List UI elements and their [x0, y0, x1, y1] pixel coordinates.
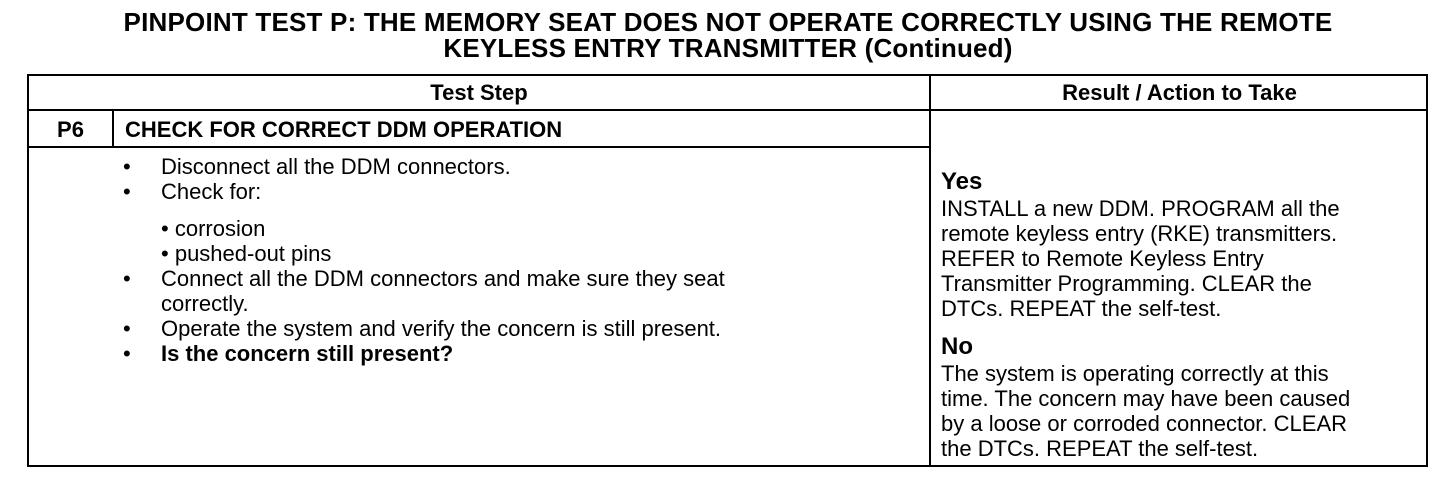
- result-no-line: by a loose or corroded connector. CLEAR: [941, 411, 1348, 436]
- sub-item-text: pushed-out pins: [174, 241, 332, 266]
- column-divider: [929, 76, 931, 465]
- list-item: [121, 179, 921, 204]
- sub-bullet-icon: •: [161, 216, 169, 241]
- sub-bullet-icon: •: [161, 241, 169, 266]
- test-step-list: [121, 154, 921, 366]
- list-item: [121, 341, 921, 366]
- header-result-action: Result / Action to Take: [1062, 80, 1297, 105]
- step-question: Is the concern still present?: [161, 341, 454, 366]
- step-text: Check for:: [161, 179, 262, 204]
- sub-list-item: [161, 241, 921, 266]
- result-action-cell: [941, 168, 1421, 461]
- bullet-icon: •: [123, 266, 131, 291]
- bullet-icon: •: [123, 316, 131, 341]
- pinpoint-test-table: [27, 74, 1428, 467]
- bullet-icon: •: [123, 341, 131, 366]
- step-title: CHECK FOR CORRECT DDM OPERATION: [125, 117, 563, 142]
- result-spacer: [941, 321, 1421, 333]
- list-item: [121, 316, 921, 341]
- list-item: [121, 154, 921, 179]
- step-id: P6: [29, 111, 114, 146]
- result-no-label: No: [941, 333, 973, 360]
- step-text-line-2: correctly.: [161, 291, 249, 316]
- header-test-step: Test Step: [430, 80, 528, 105]
- check-for-sub-list: [121, 216, 921, 266]
- result-no-line: The system is operating correctly at this: [941, 361, 1329, 386]
- bullet-icon: •: [123, 179, 131, 204]
- page-title-line-2: KEYLESS ENTRY TRANSMITTER (Continued): [443, 33, 1013, 63]
- result-yes-line: DTCs. REPEAT the self-test.: [941, 296, 1222, 321]
- result-yes-line: Transmitter Programming. CLEAR the: [941, 271, 1312, 296]
- result-no-line: time. The concern may have been caused: [941, 386, 1351, 411]
- bullet-icon: •: [123, 154, 131, 179]
- sub-item-text: corrosion: [174, 216, 266, 241]
- step-text-line-1: Connect all the DDM connectors and make sure they seat: [161, 266, 725, 291]
- step-text: Disconnect all the DDM connectors.: [161, 154, 511, 179]
- result-yes-line: INSTALL a new DDM. PROGRAM all the: [941, 196, 1340, 221]
- step-title-row: [29, 111, 929, 148]
- page-title-line-1: PINPOINT TEST P: THE MEMORY SEAT DOES NOT OPERATE CORRECTLY USING THE REMOTE: [123, 7, 1333, 37]
- list-item: [121, 266, 921, 316]
- page-title: [0, 9, 1456, 61]
- sub-list-item: [161, 216, 921, 241]
- step-text: Operate the system and verify the concern is still present.: [161, 316, 722, 341]
- result-yes-line: REFER to Remote Keyless Entry: [941, 246, 1264, 271]
- result-no-line: the DTCs. REPEAT the self-test.: [941, 436, 1259, 461]
- result-yes-line: remote keyless entry (RKE) transmitters.: [941, 221, 1338, 246]
- table-header-row: [29, 76, 1426, 111]
- result-yes-label: Yes: [941, 168, 983, 195]
